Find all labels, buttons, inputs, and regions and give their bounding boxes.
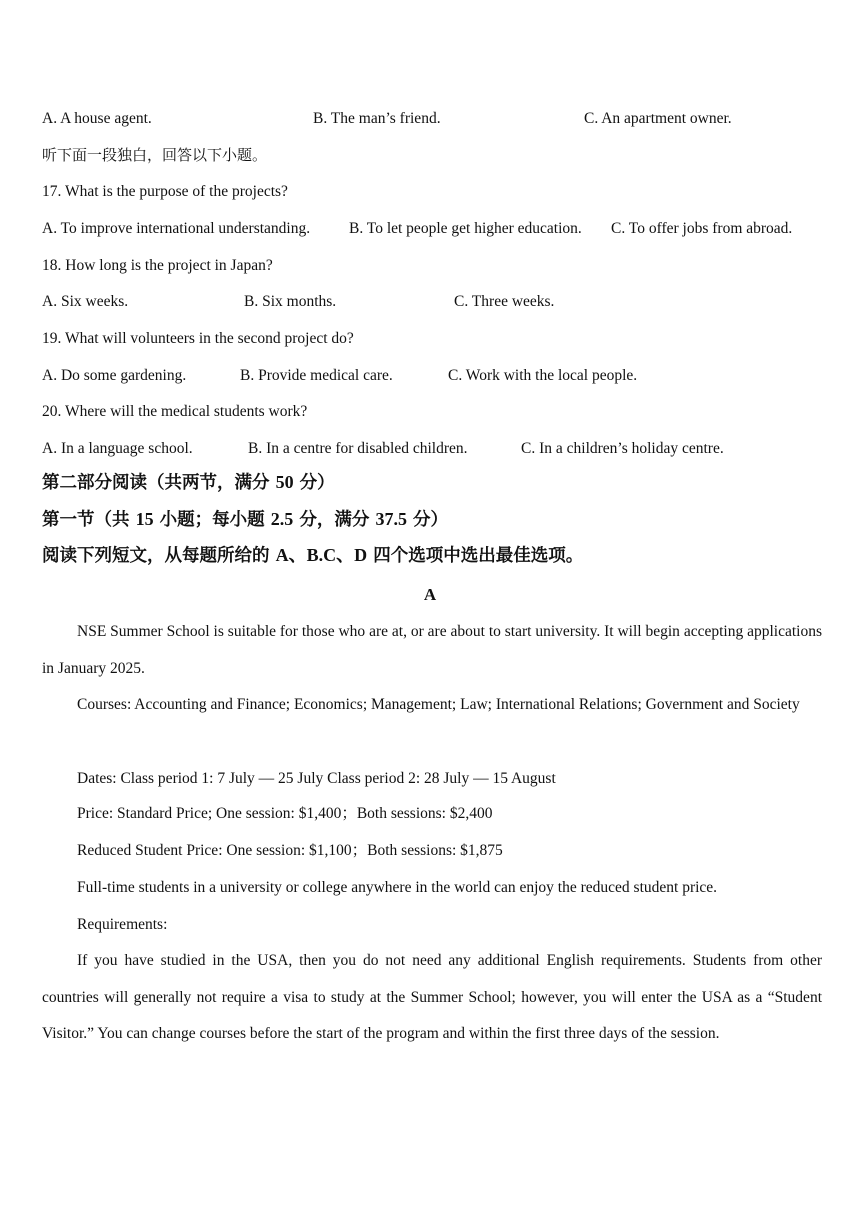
q16-option-c: C. An apartment owner. — [584, 110, 732, 127]
q19-option-b: B. Provide medical care. — [240, 367, 393, 384]
passage-requirements-label: Requirements: — [77, 916, 168, 933]
q20-question: 20. Where will the medical students work? — [42, 403, 308, 420]
q16-option-a: A. A house agent. — [42, 110, 152, 127]
passage-reduced-price: Reduced Student Price: One session: $1,100；Both sessions: $1,875 — [77, 842, 503, 859]
reading-instruction: 阅读下列短文，从每题所给的 A、B.C、D 四个选项中选出最佳选项。 — [42, 545, 584, 566]
passage-paragraph-1: NSE Summer School is suitable for those who are at, or are about to start university. It will begin accepting applications in January 2025. — [42, 623, 822, 677]
q19-option-c: C. Work with the local people. — [448, 367, 638, 384]
q17-question: 17. What is the purpose of the projects? — [42, 183, 288, 200]
q17-option-b: B. To let people get higher education. — [349, 220, 582, 237]
q19-option-a: A. Do some gardening. — [42, 367, 187, 384]
passage-paragraph-requirements: If you have studied in the USA, then you do not need any additional English requirements. Students from other countries will generally not require a visa to study at the Summer School; however, you will enter the USA as a “Student Visitor.” You can change courses before the start of the program and within the first three days of the session. — [42, 952, 822, 1043]
q20-option-a: A. In a language school. — [42, 440, 193, 457]
q19-question: 19. What will volunteers in the second project do? — [42, 330, 354, 347]
passage-fulltime-note: Full-time students in a university or college anywhere in the world can enjoy the reduced student price. — [77, 879, 718, 896]
section1-heading: 第一节（共 15 小题；每小题 2.5 分，满分 37.5 分） — [42, 509, 449, 530]
q16-option-b: B. The man’s friend. — [313, 110, 441, 127]
q17-option-c: C. To offer jobs from abroad. — [611, 220, 793, 237]
q20-option-c: C. In a children’s holiday centre. — [521, 440, 724, 457]
passage-paragraph-courses: Courses: Accounting and Finance; Economics; Management; Law; International Relations; Government and Society — [77, 696, 800, 713]
part2-heading: 第二部分阅读（共两节，满分 50 分） — [42, 472, 335, 493]
q18-option-a: A. Six weeks. — [42, 293, 129, 310]
q20-option-b: B. In a centre for disabled children. — [248, 440, 468, 457]
q17-option-a: A. To improve international understanding. — [42, 220, 311, 237]
passage-dates: Dates: Class period 1: 7 July — 25 July Class period 2: 28 July — 15 August — [77, 770, 556, 787]
passage-price: Price: Standard Price; One session: $1,400；Both sessions: $2,400 — [77, 805, 493, 822]
q18-option-b: B. Six months. — [244, 293, 337, 310]
listening-instruction: 听下面一段独白，回答以下小题。 — [42, 146, 268, 164]
passage-title: A — [423, 585, 437, 604]
q18-question: 18. How long is the project in Japan? — [42, 257, 273, 274]
q18-option-c: C. Three weeks. — [454, 293, 555, 310]
